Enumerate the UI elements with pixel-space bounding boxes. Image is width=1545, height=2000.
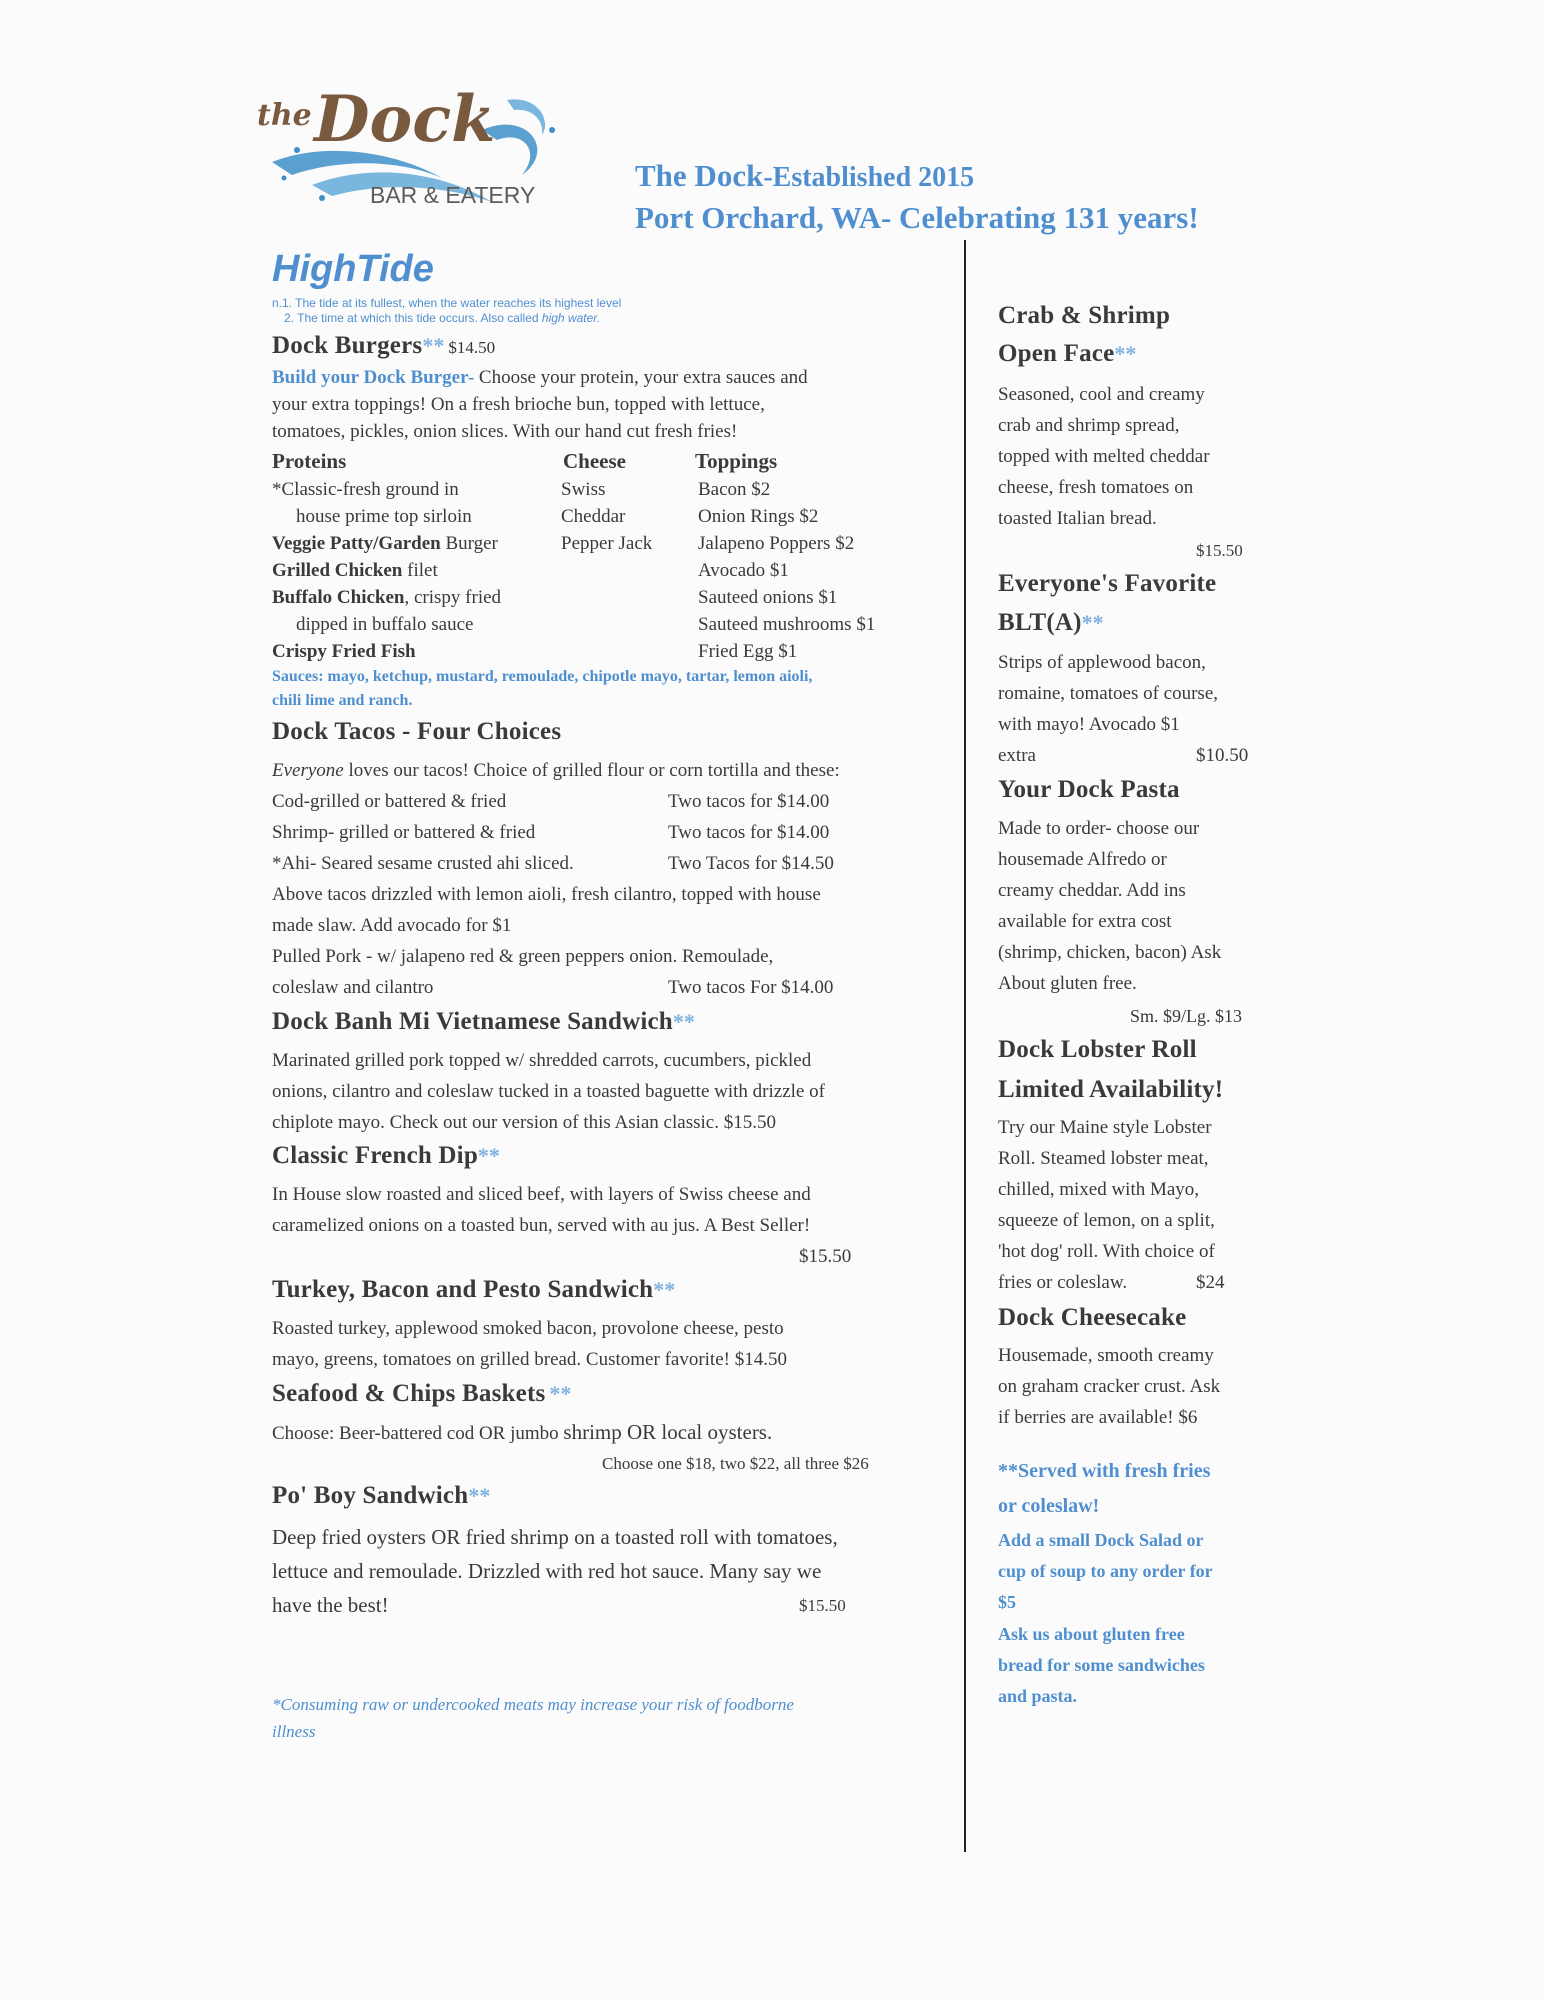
poboy-price: $15.50 [799, 1596, 846, 1615]
blt-title-2: BLT(A) [998, 609, 1082, 636]
pasta-desc-3: creamy cheddar. Add ins [998, 880, 1186, 901]
seafood-title: Seafood & Chips Baskets [272, 1380, 546, 1407]
banhmi-mark: ** [672, 1009, 695, 1034]
pasta-title: Your Dock Pasta [998, 776, 1180, 803]
pasta-desc-5: (shrimp, chicken, bacon) Ask [998, 942, 1222, 963]
blt-title-2-wrap [998, 609, 1104, 637]
banhmi-price: $15.50 [723, 1112, 776, 1133]
hightide-definition-2 [284, 311, 600, 325]
poboy-mark: ** [468, 1483, 491, 1508]
protein-chicken-name: Grilled Chicken [272, 560, 403, 581]
burgers-desc-3: tomatoes, pickles, onion slices. With our hand cut fresh fries! [272, 421, 738, 442]
frenchdip-mark: ** [477, 1143, 500, 1168]
protein-fish: Crispy Fried Fish [272, 641, 416, 662]
banhmi-desc-3 [272, 1107, 776, 1138]
crab-mark: ** [1114, 341, 1137, 366]
taco-shrimp-price: Two tacos for $14.00 [668, 822, 830, 843]
crab-desc-5: toasted Italian bread. [998, 508, 1157, 529]
burgers-desc-2: your extra toppings! On a fresh brioche bun, topped with lettuce, [272, 394, 765, 415]
taco-pork-2: coleslaw and cilantro [272, 977, 434, 998]
frenchdip-title: Classic French Dip [272, 1142, 478, 1169]
banhmi-desc-2: onions, cilantro and coleslaw tucked in a toasted baguette with drizzle of [272, 1081, 825, 1102]
taco-ahi-price: Two Tacos for $14.50 [668, 853, 834, 874]
turkey-desc-2: mayo, greens, tomatoes on grilled bread. Customer favorite! $14.50 [272, 1349, 787, 1370]
turkey-heading [272, 1276, 675, 1304]
warning-line-2: illness [272, 1722, 316, 1741]
hightide-def2-em: high water. [541, 311, 601, 325]
burgers-desc-1-text: Choose your protein, your extra sauces and [474, 367, 808, 388]
crab-desc-3: topped with melted cheddar [998, 446, 1210, 467]
burgers-mark: ** [422, 333, 445, 358]
topping-onions: Sauteed onions $1 [698, 587, 838, 608]
topping-onion-rings: Onion Rings $2 [698, 506, 819, 527]
cheesecake-desc-3: if berries are available! $6 [998, 1407, 1198, 1428]
cheesecake-desc-2: on graham cracker crust. Ask [998, 1376, 1221, 1397]
note-7: bread for some sandwiches [998, 1655, 1205, 1675]
seafood-prices: Choose one $18, two $22, all three $26 [602, 1454, 869, 1473]
topping-mushrooms: Sauteed mushrooms $1 [698, 614, 876, 635]
banhmi-title: Dock Banh Mi Vietnamese Sandwich [272, 1008, 673, 1035]
note-1: **Served with fresh fries [998, 1460, 1211, 1482]
crab-title-1: Crab & Shrimp [998, 302, 1171, 329]
blt-desc-2: romaine, tomatoes of course, [998, 683, 1219, 704]
turkey-title: Turkey, Bacon and Pesto Sandwich [272, 1276, 654, 1303]
crab-price: $15.50 [1196, 541, 1243, 560]
seafood-mark: ** [549, 1381, 572, 1406]
turkey-desc-1: Roasted turkey, applewood smoked bacon, provolone cheese, pesto [272, 1318, 784, 1339]
note-4: cup of soup to any order for [998, 1561, 1213, 1581]
lobster-desc-2: Roll. Steamed lobster meat, [998, 1148, 1209, 1169]
taco-pork-1: Pulled Pork - w/ jalapeno red & green peppers onion. Remoulade, [272, 946, 774, 967]
tacos-note-2: made slaw. Add avocado for $1 [272, 915, 512, 936]
protein-buffalo-2: dipped in buffalo sauce [296, 614, 474, 635]
topping-bacon: Bacon $2 [698, 479, 771, 500]
seafood-heading [272, 1380, 571, 1408]
pasta-price: Sm. $9/Lg. $13 [1130, 1006, 1243, 1026]
note-6: Ask us about gluten free [998, 1624, 1185, 1644]
blt-desc-4: extra [998, 745, 1036, 766]
poboy-desc-3: have the best! [272, 1593, 389, 1617]
lobster-desc-4: squeeze of lemon, on a split, [998, 1210, 1215, 1231]
poboy-heading [272, 1482, 490, 1510]
column-divider [964, 240, 966, 1852]
header-name: The Dock [635, 158, 764, 193]
blt-desc-1: Strips of applewood bacon, [998, 652, 1206, 673]
protein-classic-2: house prime top sirloin [296, 506, 472, 527]
protein-classic-name: *Classic [272, 479, 337, 500]
crab-desc-4: cheese, fresh tomatoes on [998, 477, 1194, 498]
note-8: and pasta. [998, 1686, 1078, 1706]
turkey-mark: ** [653, 1277, 676, 1302]
topping-jalapeno: Jalapeno Poppers $2 [698, 533, 855, 554]
tacos-intro-em: Everyone [272, 760, 344, 781]
pasta-desc-6: About gluten free. [998, 973, 1137, 994]
sauces-line-1: Sauces: mayo, ketchup, mustard, remoulade, chipotle mayo, tartar, lemon aioli, [272, 668, 813, 685]
banhmi-heading [272, 1008, 695, 1036]
cheesecake-desc-1: Housemade, smooth creamy [998, 1345, 1214, 1366]
burgers-heading [272, 332, 495, 360]
blt-price: $10.50 [1196, 745, 1249, 766]
hightide-title: HighTide [272, 248, 434, 290]
lobster-desc-3: chilled, mixed with Mayo, [998, 1179, 1200, 1200]
frenchdip-desc-2: caramelized onions on a toasted bun, served with au jus. A Best Seller! [272, 1215, 811, 1236]
note-3: Add a small Dock Salad or [998, 1530, 1204, 1550]
header-line-2: Port Orchard, WA- Celebrating 131 years! [635, 200, 1199, 235]
taco-cod-price: Two tacos for $14.00 [668, 791, 830, 812]
seafood-desc-1a: Choose: Beer-battered cod OR jumbo [272, 1423, 564, 1444]
poboy-title: Po' Boy Sandwich [272, 1482, 469, 1509]
cheese-pepperjack: Pepper Jack [561, 533, 653, 554]
crab-title-2: Open Face [998, 340, 1115, 367]
protein-buffalo-name: Buffalo Chicken [272, 587, 405, 608]
frenchdip-heading [272, 1142, 500, 1170]
blt-desc-3: with mayo! Avocado $1 [998, 714, 1180, 735]
blt-mark: ** [1081, 610, 1104, 635]
hightide-definition-1: n.1. The tide at its fullest, when the water reaches its highest level [272, 296, 622, 310]
lobster-title-1: Dock Lobster Roll [998, 1036, 1197, 1063]
cheese-cheddar: Cheddar [561, 506, 626, 527]
pasta-desc-4: available for extra cost [998, 911, 1172, 932]
taco-ahi: *Ahi- Seared sesame crusted ahi sliced. [272, 853, 574, 874]
tacos-title: Dock Tacos - Four Choices [272, 718, 562, 745]
col-cheese-header: Cheese [563, 449, 626, 473]
topping-egg: Fried Egg $1 [698, 641, 798, 662]
cheese-swiss: Swiss [561, 479, 606, 500]
banhmi-desc-1: Marinated grilled pork topped w/ shredded carrots, cucumbers, pickled [272, 1050, 812, 1071]
tacos-intro [272, 755, 840, 786]
protein-chicken-desc: filet [402, 560, 438, 581]
burgers-lead: Build your Dock Burger- [272, 367, 475, 388]
taco-pork-price: Two tacos For $14.00 [668, 977, 834, 998]
lobster-title-2: Limited Availability! [998, 1076, 1224, 1103]
crab-desc-1: Seasoned, cool and creamy [998, 384, 1205, 405]
note-2: or coleslaw! [998, 1495, 1100, 1517]
warning-line-1: *Consuming raw or undercooked meats may increase your risk of foodborne [272, 1695, 794, 1714]
protein-veggie-name: Veggie Patty/Garden [272, 533, 441, 554]
note-5: $5 [998, 1592, 1016, 1612]
header-established: -Established 2015 [763, 162, 975, 193]
cheesecake-title: Dock Cheesecake [998, 1304, 1187, 1331]
col-toppings-header: Toppings [695, 449, 778, 473]
frenchdip-desc-1: In House slow roasted and sliced beef, with layers of Swiss cheese and [272, 1184, 811, 1205]
seafood-desc-1 [272, 1417, 772, 1449]
hightide-def2-text: 2. The time at which this tide occurs. Also called [284, 311, 542, 325]
blt-title-1: Everyone's Favorite [998, 570, 1217, 597]
pasta-desc-1: Made to order- choose our [998, 818, 1200, 839]
taco-cod: Cod-grilled or battered & fried [272, 791, 507, 812]
lobster-desc-1: Try our Maine style Lobster [998, 1117, 1212, 1138]
poboy-desc-1: Deep fried oysters OR fried shrimp on a toasted roll with tomatoes, [272, 1525, 838, 1549]
banhmi-desc-3-text: chiplote mayo. Check out our version of this Asian classic. [272, 1112, 719, 1133]
burgers-title: Dock Burgers [272, 332, 423, 359]
logo-subtitle: BAR & EATERY [370, 182, 536, 208]
crab-desc-2: crab and shrimp spread, [998, 415, 1180, 436]
lobster-desc-5: 'hot dog' roll. With choice of [998, 1241, 1215, 1262]
protein-veggie-desc: Burger [440, 533, 498, 554]
tacos-note-1: Above tacos drizzled with lemon aioli, fresh cilantro, topped with house [272, 884, 821, 905]
pasta-desc-2: housemade Alfredo or [998, 849, 1167, 870]
seafood-desc-1b: shrimp OR local oysters. [563, 1420, 773, 1444]
topping-avocado: Avocado $1 [698, 560, 789, 581]
logo-the: the [257, 98, 312, 133]
logo-dock: Dock [314, 82, 496, 157]
lobster-price: $24 [1196, 1272, 1225, 1293]
crab-title-2-wrap [998, 340, 1136, 368]
logo [252, 82, 562, 220]
frenchdip-price: $15.50 [799, 1246, 852, 1267]
burgers-price: $14.50 [448, 338, 496, 357]
protein-buffalo-desc: , crispy fried [404, 587, 502, 608]
sauces-line-2: chili lime and ranch. [272, 692, 413, 709]
tacos-intro-text: loves our tacos! Choice of grilled flour or corn tortilla and these: [343, 760, 840, 781]
protein-classic-desc: -fresh ground in [336, 479, 459, 500]
lobster-desc-6: fries or coleslaw. [998, 1272, 1128, 1293]
col-proteins-header: Proteins [272, 449, 347, 473]
header-line-1 [635, 158, 974, 194]
taco-shrimp: Shrimp- grilled or battered & fried [272, 822, 536, 843]
poboy-desc-2: lettuce and remoulade. Drizzled with red hot sauce. Many say we [272, 1559, 822, 1583]
